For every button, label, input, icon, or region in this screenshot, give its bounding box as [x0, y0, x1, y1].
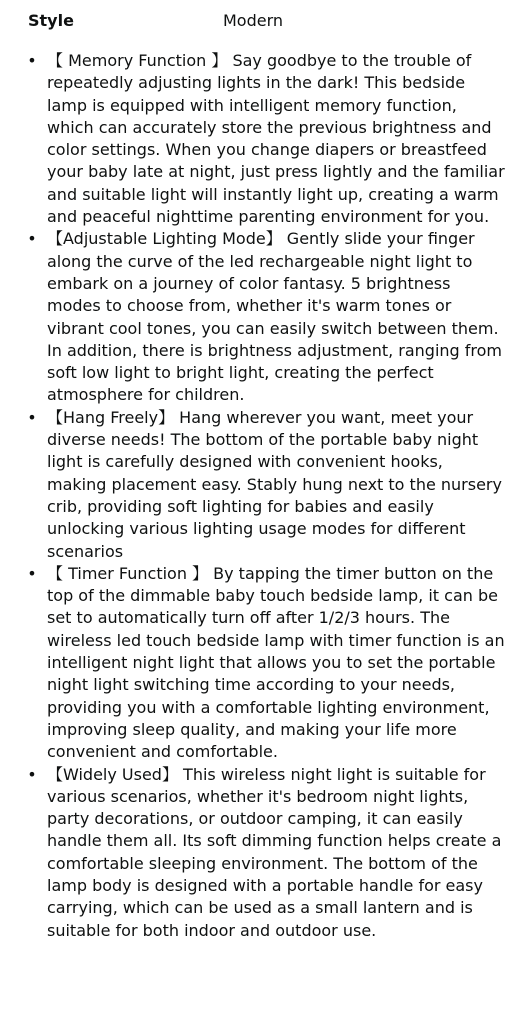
feature-bullet-text: 【Widely Used】 This wireless night light is suitable for various scenarios, whether it's bedroom night lights, party decorations, or outdoor camping, it can easily handle them all. Its soft dimming function helps create a comfortable sleeping environment. The bottom of the lamp body is designed with a portable handle for easy carrying, which can be used as a small lantern and is suitable for both indoor and outdoor use.	[47, 764, 502, 940]
feature-bullet-text: 【 Timer Function 】 By tapping the timer button on the top of the dimmable baby touch bedside lamp, it can be set to automatically turn off after 1/2/3 hours. The wireless led touch bedside lamp with timer function is an intelligent night light that allows you to set the portable night light switching time according to your needs, providing you with a comfortable lighting environment, improving sleep quality, and making your life more convenient and comfortable.	[47, 563, 505, 762]
feature-bullet-text: 【Adjustable Lighting Mode】 Gently slide your finger along the curve of the led rechargeable night light to embark on a journey of color fantasy. 5 brightness modes to choose from, whether it's warm tones or vibrant cool tones, you can easily switch between them. In addition, there is brightness adjustment, ranging from soft low light to bright light, creating the perfect atmosphere for children.	[47, 229, 503, 405]
style-spec-row	[28, 10, 509, 32]
bullet-dot: •	[27, 764, 37, 784]
feature-bullet-list	[0, 50, 519, 942]
bullet-dot: •	[27, 229, 37, 249]
feature-bullet-timer-function	[0, 563, 519, 764]
feature-bullet-text: 【Hang Freely】 Hang wherever you want, meet your diverse needs! The bottom of the portable baby night light is carefully designed with convenient hooks, making placement easy. Stably hung next to the nursery crib, providing soft lighting for babies and easily unlocking various lighting usage modes for different scenarios	[47, 407, 502, 561]
feature-bullet-adjustable-lighting-mode	[0, 228, 519, 406]
style-spec-value: Modern	[223, 11, 284, 30]
bullet-dot: •	[27, 563, 37, 583]
bullet-dot: •	[27, 407, 37, 427]
feature-bullet-memory-function	[0, 50, 519, 228]
style-spec-label: Style	[28, 11, 74, 30]
feature-bullet-hang-freely	[0, 407, 519, 563]
bullet-dot: •	[27, 51, 37, 70]
feature-bullet-widely-used	[0, 764, 519, 942]
feature-bullet-text: 【 Memory Function 】 Say goodbye to the trouble of repeatedly adjusting lights in the dark! This bedside lamp is equipped with intelligent memory function, which can accurately store the previous brightness and color settings. When you change diapers or breastfeed your baby late at night, just press lightly and the familiar and suitable light will instantly light up, creating a warm and peaceful nighttime parenting environment for you.	[47, 51, 505, 227]
